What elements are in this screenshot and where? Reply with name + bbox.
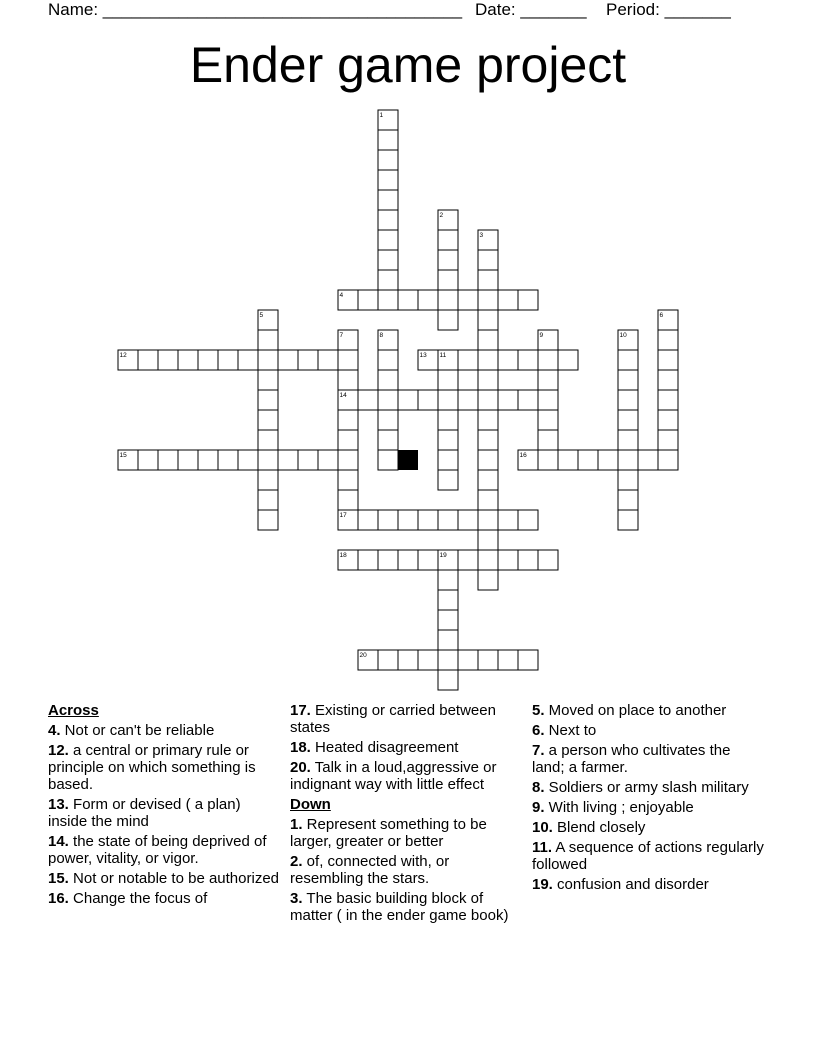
clue-item	[532, 839, 764, 873]
clue-item	[290, 853, 522, 887]
clue-item	[290, 702, 522, 736]
grid-cell[interactable]	[378, 650, 398, 670]
grid-cell[interactable]	[498, 390, 518, 410]
clue-text: Moved on place to another	[544, 702, 727, 719]
clue-text: Not or notable to be authorized	[68, 870, 279, 887]
grid-cell[interactable]	[438, 590, 458, 610]
clue-text: With living ; enjoyable	[544, 799, 694, 816]
grid-cell[interactable]	[478, 310, 498, 330]
grid-cell[interactable]	[378, 130, 398, 150]
clue-item	[290, 759, 522, 793]
grid-cell[interactable]	[378, 390, 398, 410]
grid-cell[interactable]	[138, 350, 158, 370]
grid-cell[interactable]	[458, 350, 478, 370]
grid-cell[interactable]	[438, 230, 458, 250]
grid-cell[interactable]	[338, 490, 358, 510]
clue-number: 6.	[532, 722, 545, 739]
grid-cell[interactable]	[378, 250, 398, 270]
grid-cell[interactable]	[438, 610, 458, 630]
grid-cell[interactable]	[498, 510, 518, 530]
grid-cell[interactable]	[258, 350, 278, 370]
grid-cell[interactable]	[658, 350, 678, 370]
cell-number: 2	[439, 212, 444, 219]
cell-number: 13	[419, 352, 427, 359]
grid-cell[interactable]	[318, 350, 338, 370]
grid-cell[interactable]	[478, 350, 498, 370]
grid-cell[interactable]	[258, 370, 278, 390]
grid-cell[interactable]	[338, 410, 358, 430]
cell-number: 19	[439, 552, 447, 559]
grid-cell[interactable]	[478, 570, 498, 590]
down-heading: Down	[290, 796, 331, 813]
grid-cell[interactable]	[358, 550, 378, 570]
clue-text: Heated disagreement	[310, 739, 459, 756]
grid-cell[interactable]	[418, 550, 438, 570]
grid-cell[interactable]	[378, 170, 398, 190]
clue-text: confusion and disorder	[552, 876, 709, 893]
clue-text: Soldiers or army slash military	[544, 779, 749, 796]
grid-cell[interactable]	[338, 450, 358, 470]
grid-cell[interactable]	[258, 470, 278, 490]
period-label[interactable]: Period: _______	[606, 0, 731, 19]
grid-cell[interactable]	[338, 350, 358, 370]
grid-cell[interactable]	[258, 430, 278, 450]
grid-cell[interactable]	[298, 350, 318, 370]
grid-cell[interactable]	[258, 330, 278, 350]
grid-cell[interactable]	[618, 470, 638, 490]
grid-cell[interactable]	[618, 370, 638, 390]
cell-number: 18	[339, 552, 347, 559]
grid-cell[interactable]	[198, 450, 218, 470]
grid-cell[interactable]	[658, 390, 678, 410]
grid-cell[interactable]	[398, 390, 418, 410]
cell-number: 1	[379, 112, 384, 119]
grid-cell[interactable]	[458, 650, 478, 670]
cell-number: 4	[339, 292, 344, 299]
grid-cell[interactable]	[378, 370, 398, 390]
grid-cell[interactable]	[478, 410, 498, 430]
grid-cell[interactable]	[378, 270, 398, 290]
clues-column-3	[532, 702, 764, 896]
grid-cell[interactable]	[418, 510, 438, 530]
grid-cell[interactable]	[378, 450, 398, 470]
grid-cell[interactable]	[618, 430, 638, 450]
clue-item	[532, 799, 764, 816]
grid-cell[interactable]	[258, 410, 278, 430]
grid-cell[interactable]	[478, 550, 498, 570]
clue-number: 19.	[532, 876, 553, 893]
grid-cell[interactable]	[478, 510, 498, 530]
grid-cell[interactable]	[618, 510, 638, 530]
clue-number: 2.	[290, 853, 303, 870]
grid-cell[interactable]	[378, 150, 398, 170]
grid-cell[interactable]	[258, 490, 278, 510]
grid-cell[interactable]	[238, 450, 258, 470]
across-heading: Across	[48, 702, 99, 719]
grid-cell[interactable]	[518, 390, 538, 410]
clue-number: 14.	[48, 833, 69, 850]
grid-cell[interactable]	[238, 350, 258, 370]
grid-cell[interactable]	[438, 450, 458, 470]
grid-cell[interactable]	[378, 290, 398, 310]
clue-number: 17.	[290, 702, 311, 719]
cell-number: 3	[479, 232, 484, 239]
grid-cell[interactable]	[398, 650, 418, 670]
grid-cell[interactable]	[518, 290, 538, 310]
grid-cell[interactable]	[338, 470, 358, 490]
clue-text: a person who cultivates the land; a farmer.	[532, 742, 731, 776]
grid-cell[interactable]	[218, 450, 238, 470]
grid-cell[interactable]	[398, 290, 418, 310]
grid-cell[interactable]	[438, 270, 458, 290]
cell-number: 20	[359, 652, 367, 659]
grid-cell[interactable]	[558, 350, 578, 370]
clue-text: Change the focus of	[68, 890, 208, 907]
grid-cell[interactable]	[558, 450, 578, 470]
grid-cell[interactable]	[438, 370, 458, 390]
clue-item	[48, 870, 280, 887]
grid-cell[interactable]	[658, 330, 678, 350]
cell-number: 5	[259, 312, 264, 319]
clue-item	[532, 702, 764, 719]
clue-number: 16.	[48, 890, 69, 907]
grid-cell[interactable]	[538, 450, 558, 470]
grid-cell[interactable]	[378, 350, 398, 370]
grid-cell[interactable]	[538, 430, 558, 450]
grid-cell[interactable]	[438, 250, 458, 270]
grid-cell[interactable]	[538, 390, 558, 410]
grid-cell[interactable]	[618, 410, 638, 430]
grid-cell[interactable]	[378, 210, 398, 230]
grid-cell[interactable]	[158, 450, 178, 470]
clue-number: 13.	[48, 796, 69, 813]
grid-cell[interactable]	[478, 370, 498, 390]
grid-cell[interactable]	[178, 350, 198, 370]
clue-number: 18.	[290, 739, 311, 756]
grid-cell[interactable]	[418, 650, 438, 670]
grid-cell[interactable]	[618, 350, 638, 370]
clue-number: 7.	[532, 742, 545, 759]
grid-cell[interactable]	[338, 370, 358, 390]
grid-cell[interactable]	[658, 450, 678, 470]
cell-number: 12	[119, 352, 127, 359]
grid-cell[interactable]	[518, 350, 538, 370]
cell-number: 9	[539, 332, 544, 339]
clue-text: The basic building block of matter ( in the ender game book)	[290, 890, 509, 924]
grid-cell[interactable]	[618, 490, 638, 510]
clue-number: 1.	[290, 816, 303, 833]
clue-item	[48, 833, 280, 867]
grid-cell[interactable]	[498, 290, 518, 310]
grid-cell[interactable]	[478, 450, 498, 470]
clue-text: Form or devised ( a plan) inside the mind	[48, 796, 241, 830]
clue-item	[532, 742, 764, 776]
clue-text: Talk in a loud,aggressive or indignant way with little effect	[290, 759, 497, 793]
clue-text: Represent something to be larger, greater or better	[290, 816, 487, 850]
clue-text: the state of being deprived of power, vitality, or vigor.	[48, 833, 267, 867]
cell-number: 17	[339, 512, 347, 519]
clue-item	[532, 722, 764, 739]
grid-cell[interactable]	[538, 370, 558, 390]
grid-cell[interactable]	[418, 290, 438, 310]
grid-cell[interactable]	[318, 450, 338, 470]
cell-number: 16	[519, 452, 527, 459]
grid-cell[interactable]	[458, 510, 478, 530]
grid-cell[interactable]	[658, 370, 678, 390]
grid-cell[interactable]	[478, 650, 498, 670]
clues-column-1	[48, 702, 280, 910]
grid-cell[interactable]	[378, 230, 398, 250]
grid-cell[interactable]	[438, 470, 458, 490]
grid-cell[interactable]	[538, 410, 558, 430]
cell-number: 14	[339, 392, 347, 399]
grid-cell[interactable]	[198, 350, 218, 370]
grid-cell[interactable]	[438, 410, 458, 430]
clue-number: 4.	[48, 722, 61, 739]
grid-cell[interactable]	[618, 390, 638, 410]
grid-cell[interactable]	[158, 350, 178, 370]
grid-cell[interactable]	[358, 290, 378, 310]
grid-cell[interactable]	[458, 550, 478, 570]
clue-text: Existing or carried between states	[290, 702, 496, 736]
clue-item	[48, 722, 280, 739]
grid-cell[interactable]	[538, 350, 558, 370]
date-label[interactable]: Date: _______	[475, 0, 587, 19]
grid-cell[interactable]	[498, 650, 518, 670]
clue-number: 15.	[48, 870, 69, 887]
clue-number: 9.	[532, 799, 545, 816]
grid-cell[interactable]	[478, 290, 498, 310]
grid-cell[interactable]	[438, 630, 458, 650]
clue-text: a central or primary rule or principle on which something is based.	[48, 742, 256, 793]
clue-item	[48, 742, 280, 793]
page-title: Ender game project	[189, 37, 627, 93]
grid-cell[interactable]	[358, 390, 378, 410]
grid-cell[interactable]	[178, 450, 198, 470]
clue-item	[290, 739, 522, 756]
grid-cell[interactable]	[498, 550, 518, 570]
cell-number: 6	[659, 312, 664, 319]
clue-text: Next to	[544, 722, 597, 739]
cell-number: 10	[619, 332, 627, 339]
grid-cell[interactable]	[658, 410, 678, 430]
grid-cell[interactable]	[638, 450, 658, 470]
clue-item	[532, 876, 764, 893]
grid-cell[interactable]	[598, 450, 618, 470]
grid-cell[interactable]	[658, 430, 678, 450]
cell-number: 8	[379, 332, 384, 339]
cell-number: 15	[119, 452, 127, 459]
grid-cell[interactable]	[538, 550, 558, 570]
grid-cell[interactable]	[378, 550, 398, 570]
grid-cell[interactable]	[378, 190, 398, 210]
grid-cell[interactable]	[478, 250, 498, 270]
grid-cell[interactable]	[478, 330, 498, 350]
clue-number: 20.	[290, 759, 311, 776]
clue-item	[290, 816, 522, 850]
grid-cell[interactable]	[478, 390, 498, 410]
grid-cell[interactable]	[518, 650, 538, 670]
clue-text: of, connected with, or resembling the stars.	[290, 853, 450, 887]
grid-cell[interactable]	[298, 450, 318, 470]
grid-cell[interactable]	[258, 390, 278, 410]
name-label[interactable]: Name: ______________________________________	[48, 0, 463, 19]
grid-cell[interactable]	[578, 450, 598, 470]
cell-number: 11	[439, 352, 447, 359]
grid-cell[interactable]	[398, 550, 418, 570]
clue-text: Blend closely	[552, 819, 646, 836]
grid-cell[interactable]	[398, 510, 418, 530]
clue-number: 11.	[532, 839, 553, 856]
clue-item	[532, 779, 764, 796]
grid-cell[interactable]	[278, 450, 298, 470]
clue-text: Not or can't be reliable	[60, 722, 215, 739]
grid-cell[interactable]	[258, 510, 278, 530]
grid-cell[interactable]	[378, 410, 398, 430]
grid-cell[interactable]	[518, 510, 538, 530]
grid-cell[interactable]	[438, 390, 458, 410]
grid-cell[interactable]	[138, 450, 158, 470]
grid-cell[interactable]	[438, 310, 458, 330]
grid-cell[interactable]	[358, 510, 378, 530]
grid-cell[interactable]	[478, 490, 498, 510]
grid-cell[interactable]	[258, 450, 278, 470]
clues-column-2	[290, 702, 522, 927]
clue-text: A sequence of actions regularly followed	[532, 839, 764, 873]
grid-cell[interactable]	[338, 430, 358, 450]
grid-cell[interactable]	[378, 430, 398, 450]
grid-cell[interactable]	[378, 510, 398, 530]
clue-number: 12.	[48, 742, 69, 759]
grid-cell[interactable]	[438, 290, 458, 310]
grid-cell[interactable]	[218, 350, 238, 370]
clue-number: 8.	[532, 779, 545, 796]
grid-cell[interactable]	[438, 510, 458, 530]
grid-cell[interactable]	[438, 670, 458, 690]
grid-cell[interactable]	[438, 430, 458, 450]
clue-item	[290, 890, 522, 924]
grid-cell[interactable]	[438, 570, 458, 590]
grid-cell[interactable]	[458, 290, 478, 310]
grid-cell[interactable]	[418, 390, 438, 410]
grid-cell[interactable]	[478, 430, 498, 450]
grid-cell[interactable]	[478, 530, 498, 550]
grid-cell[interactable]	[618, 450, 638, 470]
grid-cell[interactable]	[458, 390, 478, 410]
clue-number: 10.	[532, 819, 553, 836]
cell-number: 7	[339, 332, 344, 339]
clue-item	[48, 890, 280, 907]
grid-cell[interactable]	[478, 270, 498, 290]
clue-number: 3.	[290, 890, 303, 907]
clue-number: 5.	[532, 702, 545, 719]
grid-cell[interactable]	[438, 650, 458, 670]
grid-cell[interactable]	[498, 350, 518, 370]
grid-cell[interactable]	[518, 550, 538, 570]
clue-item	[532, 819, 764, 836]
grid-cell[interactable]	[278, 350, 298, 370]
grid-cell[interactable]	[478, 470, 498, 490]
clue-item	[48, 796, 280, 830]
black-cell	[398, 450, 418, 470]
